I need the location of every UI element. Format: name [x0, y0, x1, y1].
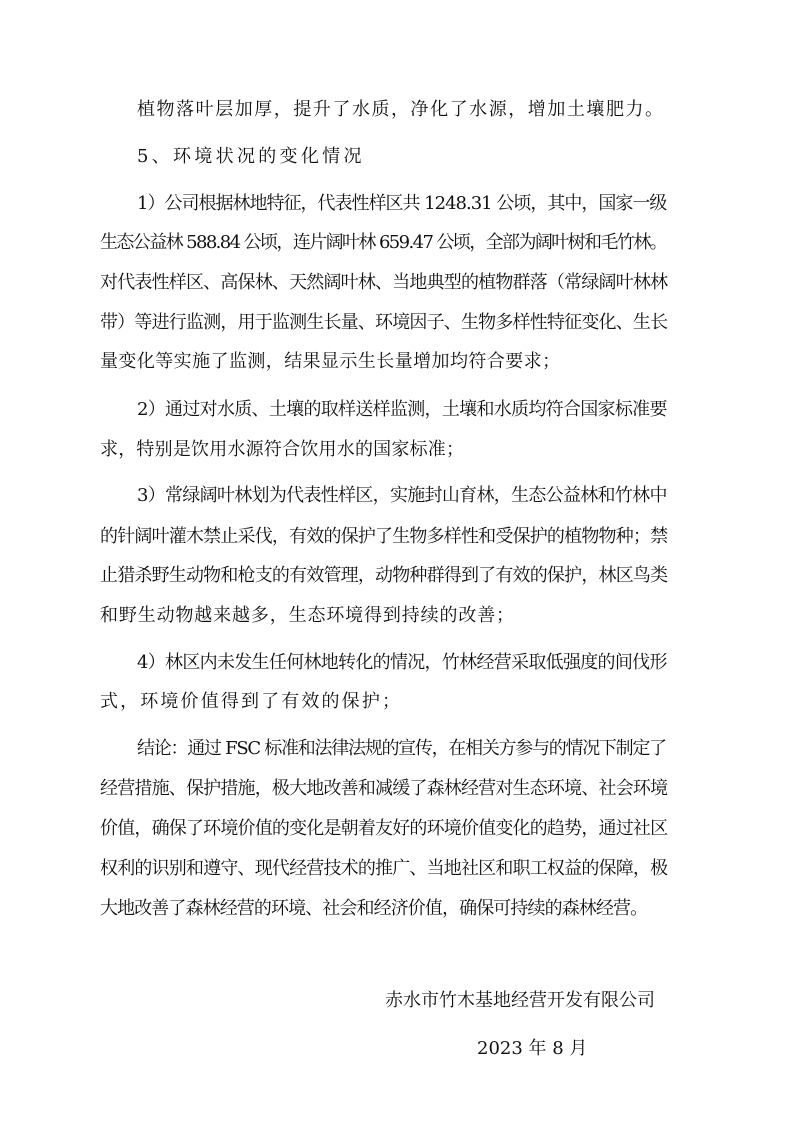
paragraph-line: 2）通过对水质、土壤的取样送样监测，土壤和水质均符合国家标准要	[137, 399, 667, 420]
paragraph-line: 3）常绿阔叶林划为代表性样区，实施封山育林，生态公益林和竹林中	[137, 485, 667, 506]
paragraph-line: 求，特别是饮用水源符合饮用水的国家标准；	[100, 439, 465, 460]
paragraph-line: 1）公司根据林地特征，代表性样区共 1248.31 公顷，其中，国家一级	[137, 193, 667, 214]
section-heading: 5、环境状况的变化情况	[137, 146, 365, 167]
paragraph-line: 带）等进行监测，用于监测生长量、环境因子、生物多样性特征变化、生长	[100, 312, 668, 333]
paragraph-line: 结论：通过 FSC 标准和法律法规的宣传，在相关方参与的情况下制定了	[137, 738, 666, 759]
paragraph-line: 权利的识别和遵守、现代经营技术的推广、当地社区和职工权益的保障，极	[100, 858, 668, 879]
paragraph-line: 植物落叶层加厚，提升了水质，净化了水源，增加土壤肥力。	[137, 99, 665, 120]
paragraph-line: 4）林区内未发生任何林地转化的情况，竹林经营采取低强度的间伐形	[137, 652, 667, 673]
paragraph-line: 经营措施、保护措施，极大地改善和减缓了森林经营对生态环境、社会环境	[100, 778, 668, 799]
paragraph-line: 对代表性样区、高保林、天然阔叶林、当地典型的植物群落（常绿阔叶林林	[100, 272, 668, 293]
paragraph-line: 量变化等实施了监测，结果显示生长量增加均符合要求；	[100, 351, 561, 372]
paragraph-line: 生态公益林 588.84 公顷，连片阔叶林 659.47 公顷，全部为阔叶树和毛竹林。	[100, 232, 667, 253]
paragraph-line: 和野生动物越来越多，生态环境得到持续的改善；	[100, 605, 515, 626]
paragraph-line: 的针阔叶灌木禁止采伐，有效的保护了生物多样性和受保护的植物物种；禁	[100, 526, 668, 547]
paragraph-line: 大地改善了森林经营的环境、社会和经济价值，确保可持续的森林经营。	[100, 898, 648, 919]
paragraph-line: 止猎杀野生动物和枪支的有效管理，动物种群得到了有效的保护，林区鸟类	[100, 565, 668, 586]
paragraph-line: 式，环境价值得到了有效的保护；	[100, 691, 403, 712]
signature-date: 2023 年 8 月	[477, 1038, 588, 1059]
signature-company: 赤水市竹木基地经营开发有限公司	[385, 990, 655, 1011]
paragraph-line: 价值，确保了环境价值的变化是朝着友好的环境价值变化的趋势，通过社区	[100, 818, 668, 839]
